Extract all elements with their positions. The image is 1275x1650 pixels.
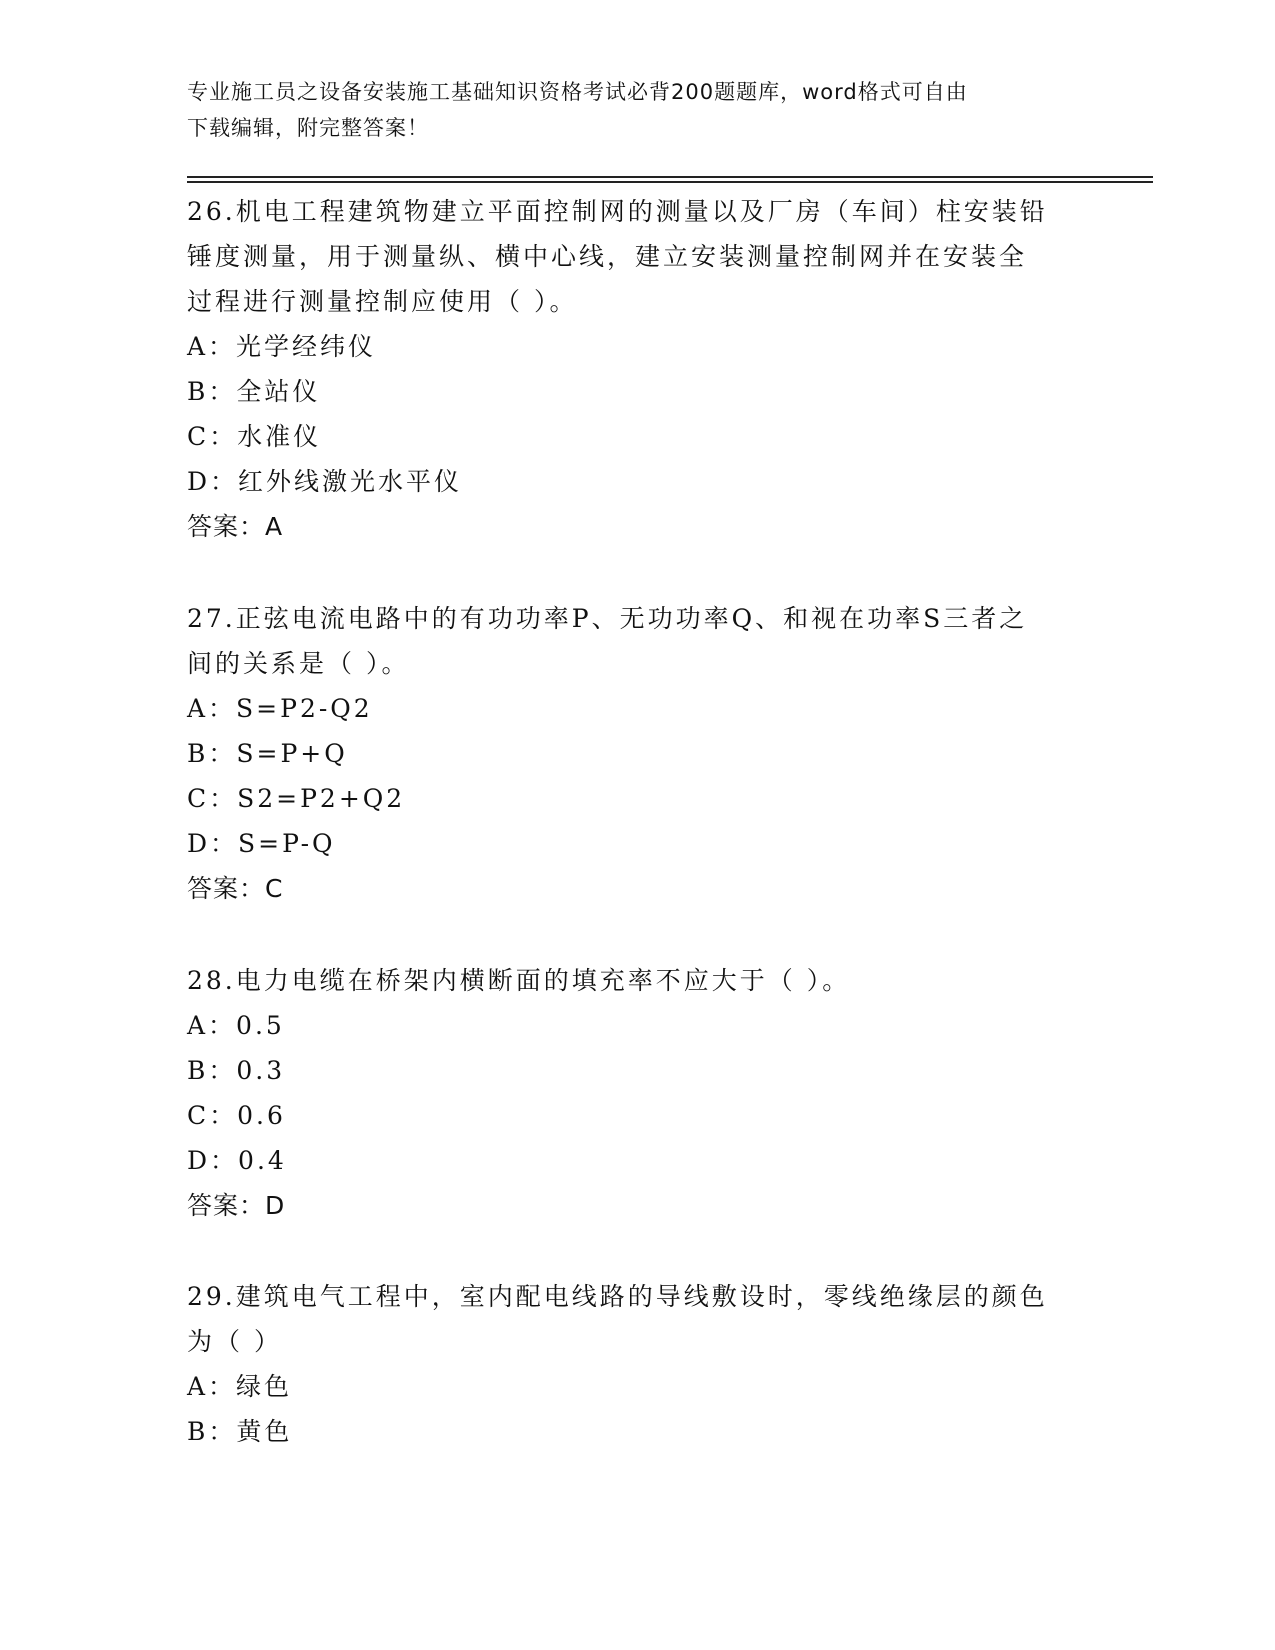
question-text-line: 28.电力电缆在桥架内横断面的填充率不应大于（ ）。 [187, 966, 851, 995]
option-a: A：S=P2-Q2 [187, 694, 373, 723]
option-a: A：光学经纬仪 [187, 332, 377, 361]
question-text-line: 27.正弦电流电路中的有功功率P、无功功率Q、和视在功率S三者之 [187, 604, 1028, 633]
answer: 答案：C [187, 874, 284, 903]
question-text-line: 29.建筑电气工程中，室内配电线路的导线敷设时，零线绝缘层的颜色 [187, 1282, 1048, 1311]
option-b: B：全站仪 [187, 377, 321, 406]
option-b: B：黄色 [187, 1417, 293, 1446]
option-b: B：0.3 [187, 1056, 286, 1085]
question-text-line: 26.机电工程建筑物建立平面控制网的测量以及厂房（车间）柱安装铅 [187, 197, 1048, 226]
answer: 答案：A [187, 512, 284, 541]
header-line-1: 专业施工员之设备安装施工基础知识资格考试必背200题题库，word格式可自由 [187, 80, 968, 104]
option-a: A：绿色 [187, 1372, 293, 1401]
header-line-2: 下载编辑，附完整答案！ [187, 116, 429, 140]
answer: 答案：D [187, 1191, 286, 1220]
option-c: C：0.6 [187, 1101, 286, 1130]
question-text-line: 过程进行测量控制应使用（ ）。 [187, 287, 578, 316]
option-b: B：S=P+Q [187, 739, 348, 768]
option-c: C：S2=P2+Q2 [187, 784, 406, 813]
option-d: D：红外线激光水平仪 [187, 467, 463, 496]
option-d: D：0.4 [187, 1146, 287, 1175]
option-c: C：水准仪 [187, 422, 322, 451]
document-header [187, 74, 1087, 146]
question-text-line: 间的关系是（ ）。 [187, 649, 410, 678]
header-rule-bottom [187, 181, 1153, 183]
header-rule-top [187, 176, 1153, 178]
question-text-line: 为（ ） [187, 1327, 282, 1356]
question-29 [187, 1274, 1087, 1454]
question-27 [187, 596, 1087, 911]
question-28 [187, 958, 1087, 1228]
question-26 [187, 189, 1087, 549]
question-text-line: 锤度测量，用于测量纵、横中心线，建立安装测量控制网并在安装全 [187, 242, 1028, 271]
option-a: A：0.5 [187, 1011, 285, 1040]
option-d: D：S=P-Q [187, 829, 336, 858]
